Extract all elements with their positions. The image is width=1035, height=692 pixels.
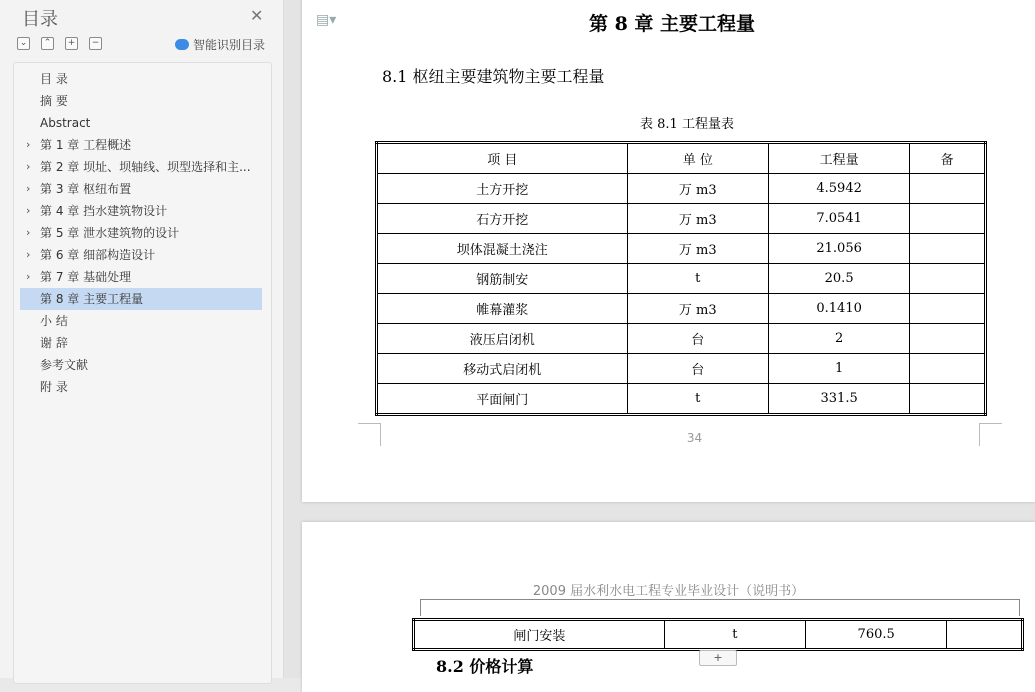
toc-item[interactable]: [20, 376, 262, 398]
toc-item[interactable]: [20, 178, 262, 200]
table-cell[interactable]: [910, 174, 986, 204]
table-caption: 表 8.1 工程量表: [640, 117, 734, 132]
table-cell[interactable]: t: [664, 620, 805, 650]
table-cell[interactable]: [947, 620, 1023, 650]
chapter-title: 第 8 章 主要工程量: [588, 13, 756, 35]
table-cell[interactable]: 7.0541: [768, 204, 909, 234]
toc-item-label: 第 5 章 泄水建筑物的设计: [40, 226, 180, 240]
table-cell[interactable]: 万 m3: [627, 204, 768, 234]
toc-item-label: 摘 要: [40, 94, 68, 108]
toc-item[interactable]: [20, 244, 262, 266]
table-row[interactable]: [377, 204, 986, 234]
table-cell[interactable]: 土方开挖: [377, 174, 628, 204]
toc-item-label: 小 结: [40, 314, 68, 328]
document-page[interactable]: [302, 0, 1035, 502]
toc-item-label: 第 1 章 工程概述: [40, 138, 132, 152]
table-cell[interactable]: 21.056: [768, 234, 909, 264]
table-cell[interactable]: 坝体混凝土浇注: [377, 234, 628, 264]
table-cell[interactable]: 760.5: [805, 620, 946, 650]
header-unit: 单 位: [627, 143, 768, 174]
toc-item[interactable]: [20, 134, 262, 156]
table-cell[interactable]: 万 m3: [627, 234, 768, 264]
chevron-right-icon[interactable]: ›: [26, 182, 31, 195]
expand-all-icon[interactable]: ⌄: [17, 37, 30, 50]
table-row[interactable]: [377, 294, 986, 324]
table-cell[interactable]: 1: [768, 354, 909, 384]
chevron-right-icon[interactable]: ›: [26, 270, 31, 283]
toc-item-label: 第 3 章 枢纽布置: [40, 182, 132, 196]
toc-item-label: 谢 辞: [40, 336, 68, 350]
chevron-right-icon[interactable]: ›: [26, 160, 31, 173]
toc-item[interactable]: [20, 332, 262, 354]
table-row[interactable]: [377, 384, 986, 415]
table-cell[interactable]: 331.5: [768, 384, 909, 415]
table-row[interactable]: [377, 264, 986, 294]
table-cell[interactable]: [910, 384, 986, 415]
toc-item[interactable]: [20, 112, 262, 134]
table-cell[interactable]: [910, 294, 986, 324]
table-cell[interactable]: [910, 324, 986, 354]
table-cell[interactable]: 万 m3: [627, 174, 768, 204]
table-header-row: [377, 143, 986, 174]
table-row[interactable]: [377, 234, 986, 264]
document-area[interactable]: [284, 0, 1035, 678]
header-rule: [420, 599, 1020, 600]
toc-item-label: 第 7 章 基础处理: [40, 270, 132, 284]
quantity-table-continued[interactable]: [412, 618, 1024, 651]
toc-item-label: 第 4 章 挡水建筑物设计: [40, 204, 168, 218]
table-cell[interactable]: 0.1410: [768, 294, 909, 324]
table-cell[interactable]: 石方开挖: [377, 204, 628, 234]
toc-item[interactable]: [20, 288, 262, 310]
table-cell[interactable]: t: [627, 384, 768, 415]
running-header: 2009 届水利水电工程专业毕业设计（说明书）: [532, 584, 805, 599]
section-heading: 8.2 价格计算: [436, 657, 534, 676]
table-cell[interactable]: 4.5942: [768, 174, 909, 204]
chevron-right-icon[interactable]: ›: [26, 248, 31, 261]
toc-item[interactable]: [20, 156, 262, 178]
table-cell[interactable]: t: [627, 264, 768, 294]
toc-item-label: Abstract: [40, 116, 91, 130]
page-number: 34: [686, 431, 703, 445]
table-cell[interactable]: 帷幕灌浆: [377, 294, 628, 324]
toc-item[interactable]: [20, 310, 262, 332]
table-row[interactable]: [377, 324, 986, 354]
table-cell[interactable]: [910, 354, 986, 384]
table-row[interactable]: [377, 354, 986, 384]
collapse-all-icon[interactable]: ⌃: [41, 37, 54, 50]
chevron-right-icon[interactable]: ›: [26, 204, 31, 217]
table-row[interactable]: [414, 620, 1023, 650]
toc-item[interactable]: [20, 200, 262, 222]
sidebar-title: 目录: [22, 9, 58, 30]
add-heading-icon[interactable]: +: [65, 37, 78, 50]
header-quantity: 工程量: [768, 143, 909, 174]
table-cell[interactable]: 台: [627, 354, 768, 384]
table-cell[interactable]: 台: [627, 324, 768, 354]
table-cell[interactable]: 20.5: [768, 264, 909, 294]
toc-sidebar: [0, 0, 284, 678]
toc-item-label: 参考文献: [40, 358, 89, 372]
toc-item[interactable]: [20, 354, 262, 376]
toc-item[interactable]: [20, 222, 262, 244]
toc-item-label: 附 录: [40, 380, 68, 394]
section-heading: 8.1 枢纽主要建筑物主要工程量: [382, 67, 605, 86]
close-icon[interactable]: ✕: [250, 6, 264, 25]
table-cell[interactable]: 闸门安装: [414, 620, 665, 650]
chevron-right-icon[interactable]: ›: [26, 138, 31, 151]
toc-item-label: 第 2 章 坝址、坝轴线、坝型选择和主...: [40, 160, 251, 174]
ai-toc-label: 智能识别目录: [193, 38, 266, 52]
table-cell[interactable]: 钢筋制安: [377, 264, 628, 294]
table-cell[interactable]: [910, 204, 986, 234]
header-rule-tick: [1019, 599, 1020, 616]
header-item: 项 目: [377, 143, 628, 174]
toc-item[interactable]: [20, 68, 262, 90]
document-page[interactable]: [302, 522, 1035, 692]
table-row[interactable]: [377, 174, 986, 204]
table-cell[interactable]: 移动式启闭机: [377, 354, 628, 384]
table-cell[interactable]: 液压启闭机: [377, 324, 628, 354]
table-cell[interactable]: [910, 264, 986, 294]
header-rule-tick: [420, 599, 421, 616]
ai-toc-button[interactable]: [175, 36, 265, 53]
header-remark: 备: [910, 143, 986, 174]
remove-heading-icon[interactable]: −: [89, 37, 102, 50]
table-cell[interactable]: 2: [768, 324, 909, 354]
toc-item[interactable]: [20, 266, 262, 288]
add-row-button[interactable]: +: [699, 650, 737, 666]
ai-cloud-icon: [175, 39, 189, 50]
document-icon[interactable]: ▤▾: [316, 12, 337, 28]
toc-item-label: 第 6 章 细部构造设计: [40, 248, 156, 262]
quantity-table[interactable]: [375, 141, 987, 416]
table-cell[interactable]: 平面闸门: [377, 384, 628, 415]
toc-item-label: 目 录: [40, 72, 68, 86]
chevron-right-icon[interactable]: ›: [26, 226, 31, 239]
table-cell[interactable]: [910, 234, 986, 264]
toc-item-label: 第 8 章 主要工程量: [40, 292, 144, 306]
table-cell[interactable]: 万 m3: [627, 294, 768, 324]
toc-item[interactable]: [20, 90, 262, 112]
